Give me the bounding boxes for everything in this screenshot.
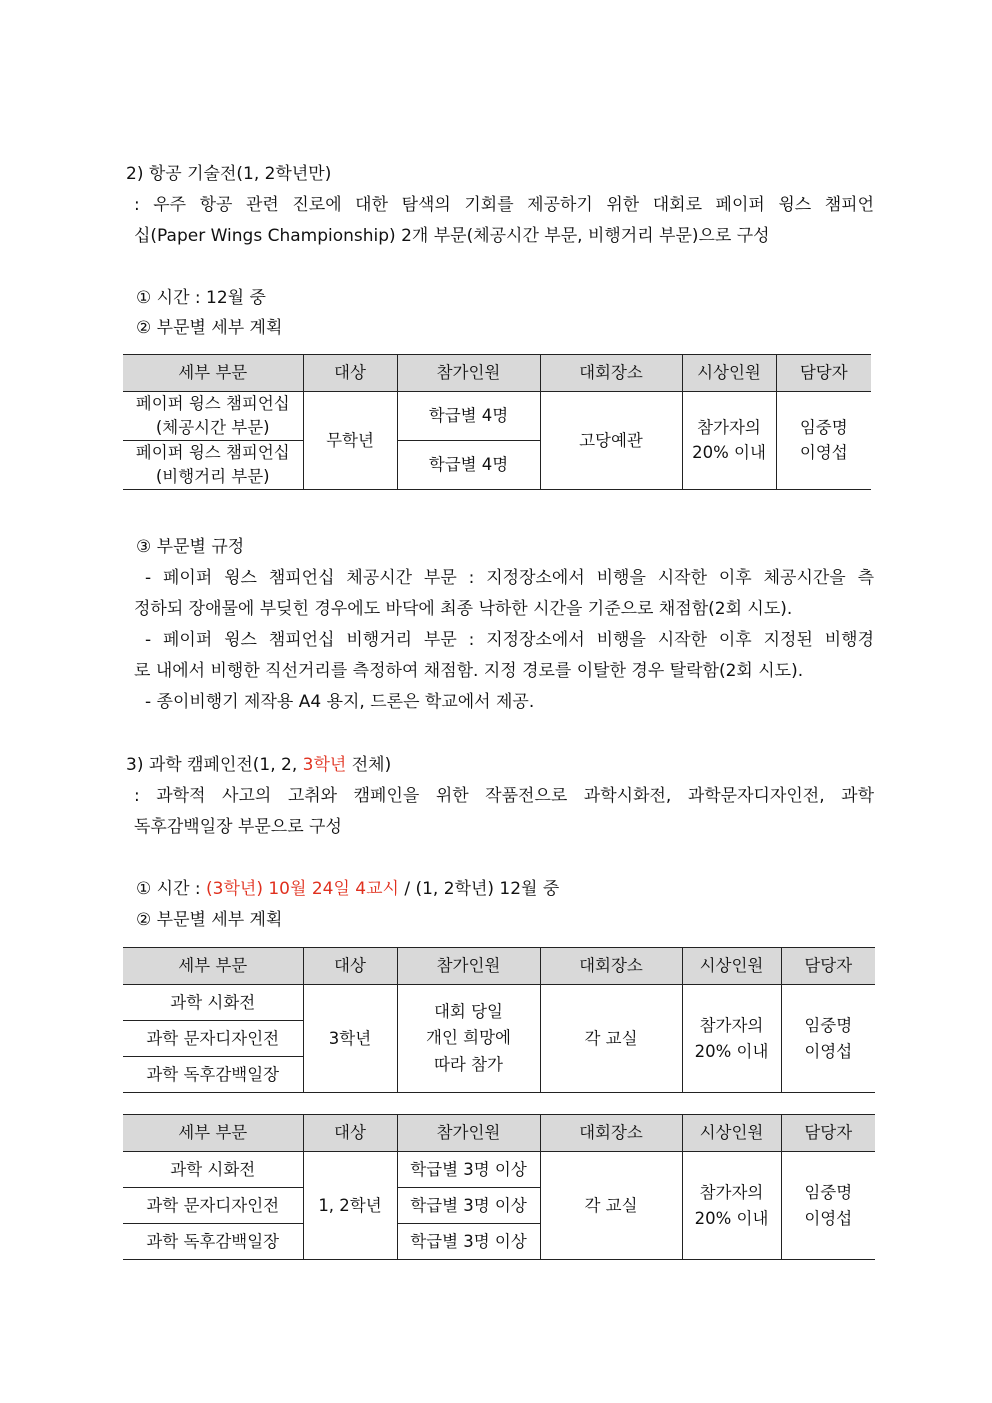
header-target: 대상 xyxy=(303,948,397,985)
awards-cell: 참가자의 20% 이내 xyxy=(682,392,776,490)
section3-desc-line1: : 과학적 사고의 고취와 캠페인을 위한 작품전으로 과학시화전, 과학문자디자인전, 과학 xyxy=(134,786,874,806)
section2-desc-line2: 십(Paper Wings Championship) 2개 부문(체공시간 부문, 비행거리 부문)으로 구성 xyxy=(134,226,770,246)
rule1-line1: - 페이퍼 윙스 챔피언십 체공시간 부문 : 지정장소에서 비행을 시작한 이후 체공시간을 측 xyxy=(145,568,874,588)
header-manager: 담당자 xyxy=(776,355,871,392)
header-category: 세부 부문 xyxy=(123,355,303,392)
participants-book-report: 학급별 3명 이상 xyxy=(397,1224,540,1260)
participants-cell: 대회 당일 개인 희망에 따라 참가 xyxy=(397,985,540,1093)
category-endurance: 페이퍼 윙스 챔피언십 (체공시간 부문) xyxy=(123,392,303,441)
target-cell: 3학년 xyxy=(303,985,397,1093)
participants-letter-design: 학급별 3명 이상 xyxy=(397,1188,540,1224)
header-category: 세부 부문 xyxy=(123,1115,303,1152)
header-awards: 시상인원 xyxy=(682,948,781,985)
section3-time: ① 시간 : (3학년) 10월 24일 4교시 / (1, 2학년) 12월 중 xyxy=(136,879,560,899)
header-participants: 참가인원 xyxy=(397,1115,540,1152)
rule2-line2: 로 내에서 비행한 직선거리를 측정하여 채점함. 지정 경로를 이탈한 경우 탈락함(2회 시도). xyxy=(134,661,804,681)
target-cell: 무학년 xyxy=(303,392,397,490)
participants-endurance: 학급별 4명 xyxy=(397,392,540,441)
category-letter-design: 과학 문자디자인전 xyxy=(123,1188,303,1224)
header-awards: 시상인원 xyxy=(682,1115,781,1152)
manager-cell: 임중명 이영섭 xyxy=(781,1152,875,1260)
rule3: - 종이비행기 제작용 A4 용지, 드론은 학교에서 제공. xyxy=(145,692,535,712)
venue-cell: 각 교실 xyxy=(540,1152,682,1260)
venue-cell: 고당예관 xyxy=(540,392,682,490)
header-participants: 참가인원 xyxy=(397,355,540,392)
section2-plan-table xyxy=(123,354,871,490)
section2-time: ① 시간 : 12월 중 xyxy=(136,288,266,308)
section3-plan-title: ② 부문별 세부 계획 xyxy=(136,910,283,930)
header-awards: 시상인원 xyxy=(682,355,776,392)
category-poetry: 과학 시화전 xyxy=(123,985,303,1021)
manager-cell: 임중명 이영섭 xyxy=(776,392,871,490)
section2-plan-title: ② 부문별 세부 계획 xyxy=(136,318,283,338)
section3-desc-line2: 독후감백일장 부문으로 구성 xyxy=(134,817,342,837)
participants-distance: 학급별 4명 xyxy=(397,440,540,489)
section2-rules-title: ③ 부문별 규정 xyxy=(136,537,245,557)
awards-cell: 참가자의 20% 이내 xyxy=(682,1152,781,1260)
section3-plan-table-grade3 xyxy=(123,947,875,1093)
header-target: 대상 xyxy=(303,355,397,392)
category-book-report: 과학 독후감백일장 xyxy=(123,1224,303,1260)
section2-heading: 2) 항공 기술전(1, 2학년만) xyxy=(126,164,332,184)
section2-desc-line1: : 우주 항공 관련 진로에 대한 탐색의 기회를 제공하기 위한 대회로 페이퍼 윙스 챔피언 xyxy=(134,195,874,215)
awards-cell: 참가자의 20% 이내 xyxy=(682,985,781,1093)
participants-poetry: 학급별 3명 이상 xyxy=(397,1152,540,1188)
category-book-report: 과학 독후감백일장 xyxy=(123,1057,303,1093)
header-manager: 담당자 xyxy=(781,948,875,985)
section3-heading: 3) 과학 캠페인전(1, 2, 3학년 전체) xyxy=(126,755,392,775)
manager-cell: 임중명 이영섭 xyxy=(781,985,875,1093)
header-venue: 대회장소 xyxy=(540,355,682,392)
header-category: 세부 부문 xyxy=(123,948,303,985)
target-cell: 1, 2학년 xyxy=(303,1152,397,1260)
rule2-line1: - 페이퍼 윙스 챔피언십 비행거리 부문 : 지정장소에서 비행을 시작한 이후 지정된 비행경 xyxy=(145,630,874,650)
header-target: 대상 xyxy=(303,1115,397,1152)
header-manager: 담당자 xyxy=(781,1115,875,1152)
header-venue: 대회장소 xyxy=(540,948,682,985)
header-participants: 참가인원 xyxy=(397,948,540,985)
rule1-line2: 정하되 장애물에 부딪힌 경우에도 바닥에 최종 낙하한 시간을 기준으로 채점함(2회 시도). xyxy=(134,599,793,619)
category-distance: 페이퍼 윙스 챔피언십 (비행거리 부문) xyxy=(123,440,303,489)
header-venue: 대회장소 xyxy=(540,1115,682,1152)
category-poetry: 과학 시화전 xyxy=(123,1152,303,1188)
category-letter-design: 과학 문자디자인전 xyxy=(123,1021,303,1057)
venue-cell: 각 교실 xyxy=(540,985,682,1093)
section3-plan-table-grade12 xyxy=(123,1114,875,1260)
